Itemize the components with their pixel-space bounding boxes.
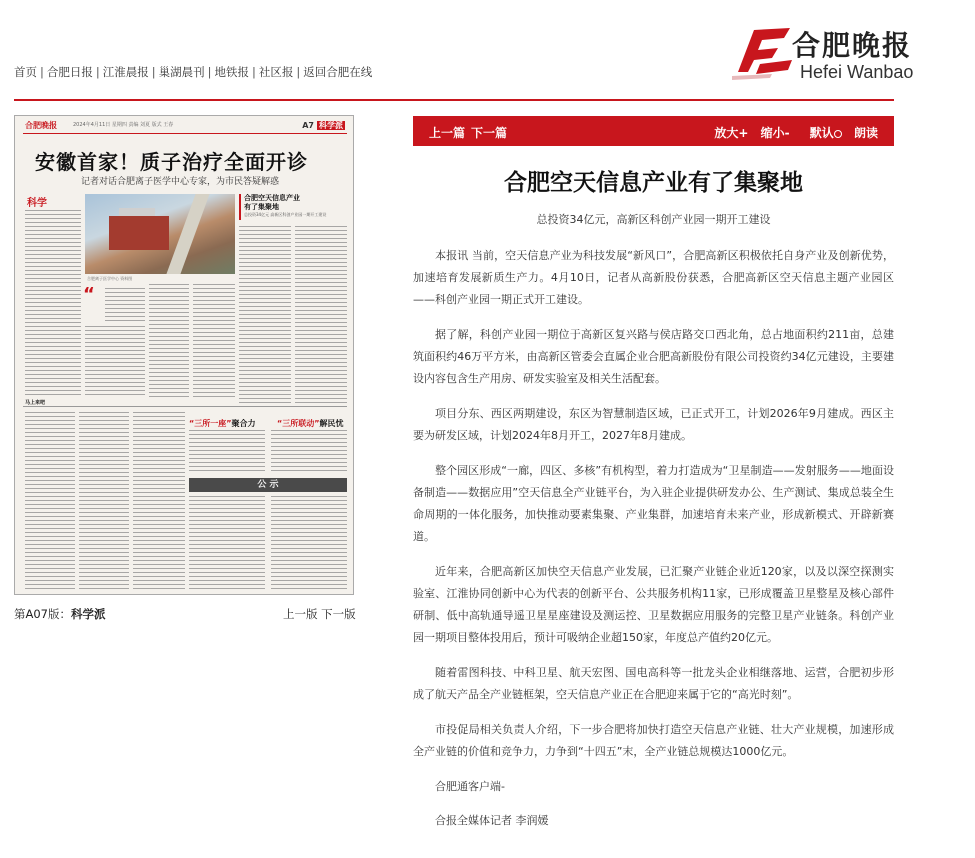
box-subtitle: 总投资34亿元 高新区科创产业园一期开工建设 xyxy=(244,212,327,217)
paper-page-label xyxy=(302,120,345,131)
paper-masthead xyxy=(23,120,347,134)
next-page-link[interactable]: 下一版 xyxy=(321,607,356,621)
newspaper-page-thumbnail[interactable] xyxy=(14,115,354,595)
section-b-text: 解民忧 xyxy=(319,419,344,428)
section-b-quote: “三所联动” xyxy=(277,419,320,428)
article-paragraph: 近年来，合肥高新区加快空天信息产业发展，已汇聚产业链企业近120家，以及以深空探测实验室、江淮协同创新中心为代表的创新平台、公共服务机构11家，已形成覆盖卫星整星及核心部件研制、低中高轨通导遥卫星星座建设及测运控、卫星数据应用服务的完整卫星产业链条。科创产业园一期项目整体投用后，预计可吸纳企业超150家，年度总产值约20亿元。 xyxy=(413,565,894,644)
paper-meta: 2024年4月11日 星期四 责编 刘夏 版式 王春 xyxy=(73,122,174,128)
article-body xyxy=(413,245,894,844)
nav-separator: | xyxy=(151,65,156,79)
paper-article-box[interactable] xyxy=(239,194,347,220)
page-name: 科学派 xyxy=(71,607,106,621)
article-paragraph: 市投促局相关负责人介绍，下一步合肥将加快打造空天信息产业链、壮大产业规模，加速形成全产业链的价值和竞争力，力争到“十四五”末，全产业链总规模达1000亿元。 xyxy=(413,723,894,758)
paper-text-column xyxy=(189,430,265,474)
paper-section-b-title[interactable] xyxy=(277,418,344,429)
page-prefix: 第A07版： xyxy=(14,607,71,621)
section-a-text: 聚合力 xyxy=(231,419,256,428)
article-paragraph: 整个园区形成“一廊，四区、多核”有机构型，着力打造成为“卫星制造——发射服务——地面设备制造——数据应用”空天信息全产业链平台，为入驻企业提供研发办公、生产测试、集成总装全生命周期的一体化服务，加快推动要素集聚、产业集群，加速培育未来产业，形成新模式、开辟新赛道。 xyxy=(413,464,894,543)
paper-notice-title[interactable]: 公 示 xyxy=(189,478,347,492)
prev-page-link[interactable]: 上一版 xyxy=(283,607,318,621)
nav-separator: | xyxy=(252,65,256,79)
logo-mark-icon xyxy=(732,24,796,80)
logo-chinese-text: 合肥晚报 xyxy=(792,29,913,62)
logo-english-text: Hefei Wanbao xyxy=(800,62,914,82)
paper-section: 科学派 xyxy=(319,121,343,130)
nav-home[interactable]: 首页 xyxy=(14,65,37,79)
prev-article-link[interactable]: 上一篇 xyxy=(429,126,466,140)
current-page-label xyxy=(14,606,106,622)
site-header xyxy=(0,0,975,100)
article-paragraph: 据了解，科创产业园一期位于高新区复兴路与侯店路交口西北角，总占地面积约211亩，总建筑面积约46万平方米，由高新区管委会直属企业合肥高新股份有限公司投资约34亿元建设，主要建设内容包含生产用房、研发实验室及相关生活配套。 xyxy=(413,328,894,385)
top-nav xyxy=(14,64,372,80)
nav-separator: | xyxy=(40,65,44,79)
enlarge-text-button[interactable]: 放大+ xyxy=(714,126,749,140)
nav-separator: | xyxy=(95,65,100,79)
text-size-controls xyxy=(706,124,878,141)
nav-back-hefei-online[interactable]: 返回合肥在线 xyxy=(303,65,373,79)
paper-text-column xyxy=(271,430,347,474)
nav-community[interactable]: 社区报 xyxy=(258,65,294,79)
paper-text-column xyxy=(85,326,145,398)
paper-text-column xyxy=(239,226,291,406)
paper-rule xyxy=(23,406,347,407)
article-toolbar xyxy=(413,116,894,146)
paper-text-column xyxy=(193,284,235,398)
header-divider xyxy=(14,99,894,101)
default-size-button[interactable] xyxy=(802,126,842,140)
article-paragraph: 项目分东、西区两期建设，东区为智慧制造区域，已正式开工，计划2026年9月建成。西区主要为研发区域，计划2024年8月开工，2027年8月建成。 xyxy=(413,407,894,442)
paper-text-column xyxy=(295,226,347,406)
quote-mark: “ xyxy=(83,284,95,305)
box-title-line1: 合肥空天信息产业 xyxy=(244,194,300,202)
paper-text-column xyxy=(25,412,75,590)
paper-brand: 合肥晚报 xyxy=(25,120,57,130)
paper-headline[interactable]: 安徽首家！质子治疗全面开诊 xyxy=(35,150,308,174)
paper-text-column xyxy=(189,496,265,590)
paper-text-column xyxy=(133,412,185,590)
page-pager xyxy=(283,606,356,622)
shrink-text-button[interactable]: 缩小- xyxy=(760,126,790,140)
article-paragraph: 本报讯 当前，空天信息产业为科技发展“新风口”，合肥高新区积极依托自身产业及创新优势，加速培育发展新质生产力。4月10日，记者从高新股份获悉，合肥高新区空天信息主题产业园区——科创产业园一期正式开工建设。 xyxy=(413,249,894,306)
nav-separator: | xyxy=(207,65,212,79)
photo-caption: 合肥离子医学中心 资料图 xyxy=(87,276,133,281)
paper-subhead: 记者对话合肥离子医学中心专家，为市民答疑解惑 xyxy=(81,177,280,187)
article-source: 合肥通客户端- xyxy=(435,780,505,793)
paper-text-column xyxy=(271,496,347,590)
photo-building xyxy=(109,216,169,250)
paper-column-label: 马上来吧 xyxy=(25,400,46,406)
nav-separator: | xyxy=(296,65,301,79)
box-title-line2: 有了集聚地 xyxy=(244,203,279,211)
site-logo[interactable] xyxy=(720,16,960,84)
paper-text-column xyxy=(105,288,145,324)
default-circle-icon xyxy=(834,130,842,138)
photo-road xyxy=(166,194,209,274)
nav-metro[interactable]: 地铁报 xyxy=(214,65,249,79)
nav-hefei-daily[interactable]: 合肥日报 xyxy=(46,65,93,79)
nav-jianghuai-morning[interactable]: 江淮晨报 xyxy=(102,65,149,79)
read-aloud-button[interactable]: 朗读 xyxy=(853,126,878,140)
paper-tag: 科学 xyxy=(27,198,47,209)
article-reporter: 合报全媒体记者 李润媛 xyxy=(435,814,549,827)
paper-text-column xyxy=(25,210,81,398)
next-article-link[interactable]: 下一篇 xyxy=(471,126,508,140)
paper-photo[interactable] xyxy=(85,194,235,274)
paper-text-column xyxy=(149,284,189,398)
article-subtitle: 总投资34亿元，高新区科创产业园一期开工建设 xyxy=(536,213,771,226)
paper-page-number: A7 xyxy=(302,121,314,130)
article-paragraph: 随着雷图科技、中科卫星、航天宏图、国电高科等一批龙头企业相继落地、运营，合肥初步形成了航天产品全产业链框架，空天信息产业正在合肥迎来属于它的“高光时刻”。 xyxy=(413,666,894,701)
article-title: 合肥空天信息产业有了集聚地 xyxy=(504,170,803,196)
section-a-quote: “三所一座” xyxy=(189,419,232,428)
paper-text-column xyxy=(79,412,129,590)
nav-chaohu-morning[interactable]: 巢湖晨刊 xyxy=(158,65,205,79)
default-size-label: 默认 xyxy=(809,126,834,140)
paper-section-a-title[interactable] xyxy=(189,418,256,429)
